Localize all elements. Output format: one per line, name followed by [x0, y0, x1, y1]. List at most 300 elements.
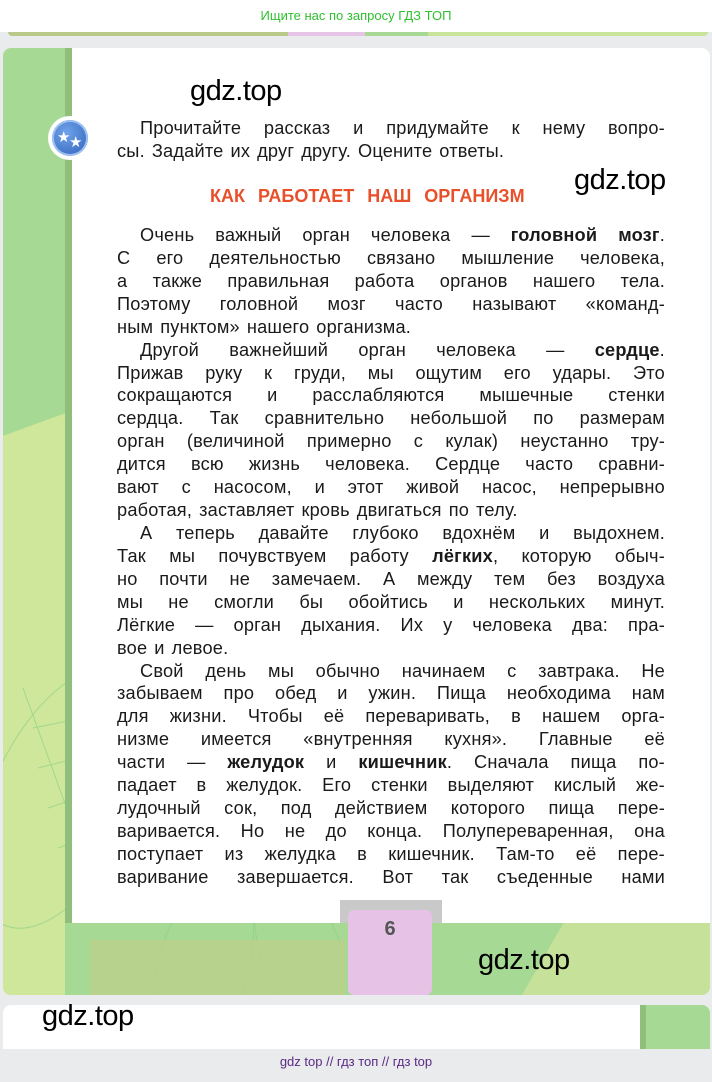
- word-group: [618, 843, 665, 866]
- word-group: [357, 499, 442, 522]
- word-group: [631, 430, 665, 453]
- word-group: [638, 751, 665, 774]
- word-group: [325, 453, 410, 476]
- word-group: [315, 476, 325, 499]
- word-group: [285, 820, 306, 843]
- word: почти: [159, 568, 208, 589]
- word-group: [586, 293, 665, 316]
- word: неустанно: [520, 431, 609, 452]
- word-group: [275, 682, 316, 705]
- word-group: [335, 797, 428, 820]
- word-group: [182, 476, 191, 499]
- word: выделяют: [447, 775, 535, 796]
- word-group: [117, 774, 177, 797]
- word: удары.: [552, 362, 612, 383]
- word-group: [497, 866, 593, 889]
- text-line: [117, 728, 665, 751]
- word: часто: [525, 454, 574, 475]
- word: не: [168, 591, 189, 612]
- word-group: [117, 430, 165, 453]
- word: .: [659, 225, 665, 245]
- word: насосом,: [213, 477, 292, 498]
- word-group: [195, 614, 213, 637]
- text-line: [117, 339, 665, 362]
- word-group: [140, 339, 199, 362]
- word-group: [169, 545, 195, 568]
- bold-term: мозг: [618, 225, 660, 245]
- word: в: [196, 775, 207, 796]
- word: нашего: [532, 270, 596, 291]
- word-group: [159, 568, 208, 591]
- word-group: [533, 407, 553, 430]
- word-group: [437, 682, 486, 705]
- word: мы: [169, 545, 196, 566]
- word: и: [154, 637, 165, 658]
- text-line: [117, 224, 665, 247]
- word-group: [449, 499, 469, 522]
- text-line: [117, 637, 665, 660]
- word-group: [117, 637, 147, 660]
- word-group: [205, 660, 246, 683]
- word: с: [507, 660, 517, 681]
- story-title: КАК РАБОТАЕТ НАШ ОРГАНИЗМ: [210, 186, 525, 206]
- word: обыч-: [614, 545, 665, 566]
- word: сравнительно: [264, 408, 385, 429]
- text-line: [117, 820, 665, 843]
- word: в: [357, 843, 367, 864]
- word: человека.: [325, 454, 410, 475]
- word: мозг: [327, 293, 366, 314]
- word-group: [410, 407, 507, 430]
- word: падает: [117, 775, 177, 796]
- word: до: [325, 820, 347, 841]
- word: и: [337, 683, 348, 704]
- word-group: [521, 545, 591, 568]
- word-group: [479, 384, 573, 407]
- word: переваривать,: [365, 706, 491, 727]
- word-group: [440, 270, 508, 293]
- word: обед: [275, 683, 317, 704]
- word-group: [316, 660, 380, 683]
- word-group: [140, 522, 152, 545]
- word: —: [471, 225, 490, 245]
- word: жизнь: [248, 454, 301, 475]
- word-group: [352, 522, 418, 545]
- word: сравни-: [598, 454, 665, 475]
- word: небольшой: [410, 408, 508, 429]
- word: дится: [117, 454, 166, 475]
- word: и: [539, 522, 550, 543]
- word-group: [496, 843, 554, 866]
- word: непрерывно: [559, 477, 665, 498]
- word-group: [538, 660, 620, 683]
- word: этот: [347, 477, 384, 498]
- word-group: [371, 774, 428, 797]
- word: конца.: [367, 820, 423, 841]
- word: двигаться: [356, 500, 442, 521]
- word-group: [117, 728, 169, 751]
- word-group: [154, 637, 164, 660]
- word-group: [205, 362, 242, 385]
- text-line: [117, 682, 665, 705]
- word: А: [382, 568, 396, 589]
- word: работа: [354, 270, 415, 291]
- word: варивается.: [117, 820, 221, 841]
- word-group: [117, 568, 138, 591]
- word: (величиной: [186, 431, 285, 452]
- word: ным: [117, 316, 154, 337]
- word-group: [553, 362, 612, 385]
- word: и: [267, 385, 278, 406]
- word-group: [302, 224, 350, 247]
- word: которого: [450, 798, 526, 819]
- word-group: [117, 384, 232, 407]
- word-group: [444, 728, 507, 751]
- word: С: [117, 247, 131, 268]
- margin-divider: [65, 48, 72, 923]
- word-group: [299, 591, 323, 614]
- word: не: [284, 820, 306, 841]
- word: с: [413, 431, 424, 452]
- word: А: [140, 522, 153, 543]
- word: в: [511, 706, 521, 727]
- word-group: [117, 316, 153, 339]
- word-group: [326, 820, 347, 843]
- word: Его: [322, 775, 352, 796]
- word-group: [445, 430, 498, 453]
- word-group: [201, 728, 272, 751]
- word: нашем: [541, 706, 601, 727]
- word: Очень: [140, 225, 195, 245]
- bold-term: кишечник: [358, 752, 447, 773]
- word: и: [326, 752, 337, 773]
- stars-task-icon: ★ ★: [48, 116, 92, 160]
- word: ощутим: [415, 362, 483, 383]
- word-group: [215, 224, 281, 247]
- word-group: [608, 384, 665, 407]
- word: стенки: [608, 385, 665, 406]
- word: пища: [548, 798, 595, 819]
- word-group: [337, 682, 347, 705]
- word: .: [659, 339, 665, 360]
- word: лудочный: [117, 798, 201, 819]
- word: вопро-: [608, 118, 665, 138]
- word: её: [644, 729, 665, 750]
- word-group: [533, 270, 595, 293]
- word-group: [401, 614, 424, 637]
- word-group: [197, 774, 207, 797]
- word-group: [156, 247, 183, 270]
- word: желудка: [264, 843, 336, 864]
- word: выдохнем.: [573, 522, 665, 543]
- word-group: [580, 407, 665, 430]
- word: с: [181, 477, 191, 498]
- word: «внутренняя: [303, 729, 413, 750]
- word: Это: [632, 362, 665, 383]
- word-group: [367, 247, 435, 270]
- word-group: [249, 453, 300, 476]
- word-group: [281, 797, 312, 820]
- word: у: [443, 614, 453, 635]
- word-group: [482, 476, 537, 499]
- word: про: [223, 683, 255, 704]
- text-line: [117, 797, 665, 820]
- word-group: [368, 362, 394, 385]
- word: насос,: [482, 477, 537, 498]
- bold-term: головной: [510, 225, 598, 245]
- word: мы: [367, 362, 394, 383]
- word-group: [472, 293, 556, 316]
- word-group: [621, 866, 665, 889]
- word-group: [140, 660, 184, 683]
- word-group: [395, 293, 443, 316]
- word: придумайте: [386, 118, 489, 138]
- word-group: [453, 591, 463, 614]
- word: нему: [542, 118, 586, 138]
- word-group: [187, 430, 285, 453]
- word: бы: [299, 591, 324, 612]
- word-group: [595, 339, 665, 362]
- word-group: [224, 797, 257, 820]
- word-group: [548, 797, 594, 820]
- instruction-line: [117, 140, 665, 163]
- word-group: [511, 705, 521, 728]
- word-group: [117, 591, 143, 614]
- word-group: [117, 614, 175, 637]
- word-group: [358, 339, 406, 362]
- word: ,: [492, 545, 499, 566]
- word-group: [451, 797, 525, 820]
- word: правильная: [227, 270, 330, 291]
- word: головной: [219, 293, 299, 314]
- word-group: [621, 270, 665, 293]
- text-line: [117, 866, 665, 889]
- word: сок,: [224, 798, 258, 819]
- word: и: [353, 118, 364, 138]
- word-group: [226, 774, 302, 797]
- next-page-margin: [640, 1005, 710, 1049]
- word: пере-: [617, 798, 665, 819]
- word-group: [443, 820, 614, 843]
- word-group: [326, 751, 336, 774]
- word-group: [117, 453, 166, 476]
- word: кухня».: [444, 729, 508, 750]
- word-group: [494, 568, 525, 591]
- word: сокращаются: [117, 385, 233, 406]
- word-group: [598, 568, 665, 591]
- word: забываем: [117, 683, 203, 704]
- word: Вот: [382, 866, 414, 887]
- word-group: [547, 568, 576, 591]
- word: для: [117, 706, 149, 727]
- word-group: [322, 774, 351, 797]
- word-group: [632, 682, 665, 705]
- word: по-: [638, 752, 665, 773]
- word: по: [448, 500, 470, 521]
- word-group: [415, 362, 482, 385]
- word-group: [229, 339, 328, 362]
- word: работу: [349, 545, 409, 566]
- word-group: [264, 362, 272, 385]
- word: Прочитайте: [140, 118, 242, 138]
- word-group: [117, 247, 130, 270]
- word-group: [117, 476, 159, 499]
- word-group: [172, 637, 229, 660]
- word-group: [476, 499, 518, 522]
- text-line: [117, 270, 665, 293]
- word: органов: [439, 270, 508, 291]
- word-group: [237, 866, 354, 889]
- text-line: [117, 247, 665, 270]
- word-group: [414, 430, 423, 453]
- word: теперь: [175, 522, 235, 543]
- word: телу.: [476, 500, 518, 521]
- word-group: [191, 453, 224, 476]
- word: Лёгкие: [117, 614, 176, 635]
- word: Поэтому: [117, 293, 191, 314]
- word: жизни.: [169, 706, 227, 727]
- word-group: [402, 660, 486, 683]
- word-group: [367, 820, 422, 843]
- word: также: [152, 270, 203, 291]
- word: обычно: [315, 660, 381, 681]
- word: Там-то: [496, 843, 555, 864]
- text-line: [117, 568, 665, 591]
- word: .: [446, 752, 453, 773]
- word: не: [229, 568, 251, 589]
- text-line: [117, 614, 665, 637]
- word: два:: [572, 614, 609, 635]
- footer-links[interactable]: gdz top // гдз топ // гдз top: [279, 1054, 433, 1069]
- word-group: [504, 362, 531, 385]
- word-group: [160, 316, 240, 339]
- word: кулак): [445, 431, 499, 452]
- word-group: [241, 820, 265, 843]
- word-group: [301, 499, 349, 522]
- word: так: [441, 866, 469, 887]
- word-group: [214, 476, 292, 499]
- word-group: [365, 705, 490, 728]
- word: варивание: [117, 866, 209, 887]
- word: замечаем.: [271, 568, 362, 589]
- watermark: gdz.top: [190, 75, 282, 107]
- word: человека,: [580, 247, 665, 268]
- word-group: [618, 797, 665, 820]
- word: человека: [472, 614, 552, 635]
- word: необходима: [506, 683, 611, 704]
- footer-panel: [90, 940, 345, 995]
- text-line: [117, 384, 665, 407]
- word-group: [224, 682, 255, 705]
- story-text: [117, 224, 665, 889]
- word-group: [615, 545, 665, 568]
- word-group: [117, 407, 184, 430]
- word: обойтись: [348, 591, 428, 612]
- word: Задайте: [151, 140, 224, 161]
- word: часто: [395, 293, 443, 314]
- word: под: [280, 798, 312, 819]
- word: Пища: [436, 683, 487, 704]
- word: заставляет: [199, 500, 295, 521]
- word-group: [471, 224, 489, 247]
- word: смогли: [214, 591, 275, 612]
- text-line: [117, 843, 665, 866]
- word: Оцените: [357, 140, 433, 161]
- word: сы.: [117, 140, 145, 161]
- word: она: [634, 820, 665, 841]
- word: начинаем: [401, 660, 486, 681]
- word-group: [210, 407, 239, 430]
- text-line: [117, 751, 665, 774]
- word: орга-: [621, 706, 665, 727]
- word: их: [230, 140, 251, 161]
- word: Но: [240, 820, 265, 841]
- word: Так: [209, 408, 239, 429]
- word-group: [117, 866, 209, 889]
- word-group: [580, 247, 665, 270]
- word: давайте: [258, 522, 329, 543]
- word: Прижав: [117, 362, 184, 383]
- instruction: [117, 117, 665, 163]
- word-group: [571, 751, 617, 774]
- word-group: [371, 224, 451, 247]
- word: тру-: [630, 431, 665, 452]
- text-line: [117, 430, 665, 453]
- banner-text[interactable]: Ищите нас по запросу ГДЗ ТОП: [260, 8, 452, 23]
- word-group: [611, 591, 665, 614]
- word: друг: [257, 140, 295, 161]
- word: ответы.: [439, 140, 505, 161]
- word: кишечник.: [388, 843, 475, 864]
- word: дыхания.: [301, 614, 381, 635]
- word: части: [117, 752, 166, 773]
- word: расслабляются: [312, 385, 445, 406]
- word: тем: [493, 568, 526, 589]
- word-group: [312, 384, 444, 407]
- word: её: [575, 843, 597, 864]
- word: низме: [117, 729, 170, 750]
- word-group: [324, 705, 345, 728]
- word: его: [156, 247, 184, 268]
- word: между: [416, 568, 473, 589]
- word-group: [348, 476, 384, 499]
- word: груди,: [293, 362, 346, 383]
- word-group: [350, 545, 409, 568]
- word: связано: [366, 247, 436, 268]
- word: нашего: [246, 316, 310, 337]
- word: важный: [215, 225, 282, 245]
- word-group: [641, 660, 665, 683]
- text-line: [117, 362, 665, 385]
- word-group: [406, 476, 459, 499]
- text-line: [117, 453, 665, 476]
- word: без: [547, 568, 576, 589]
- text-line: [117, 499, 665, 522]
- word-group: [554, 774, 616, 797]
- word: мы: [117, 591, 143, 612]
- word: завершается.: [237, 866, 354, 887]
- instruction-line: [117, 117, 665, 140]
- word-group: [218, 545, 326, 568]
- word: орган: [358, 339, 406, 360]
- text-line: [117, 293, 665, 316]
- word-group: [267, 384, 277, 407]
- word: человека: [370, 225, 451, 245]
- text-line: [117, 545, 665, 568]
- word: другу.: [301, 140, 351, 161]
- word-group: [117, 362, 184, 385]
- word-group: [573, 522, 665, 545]
